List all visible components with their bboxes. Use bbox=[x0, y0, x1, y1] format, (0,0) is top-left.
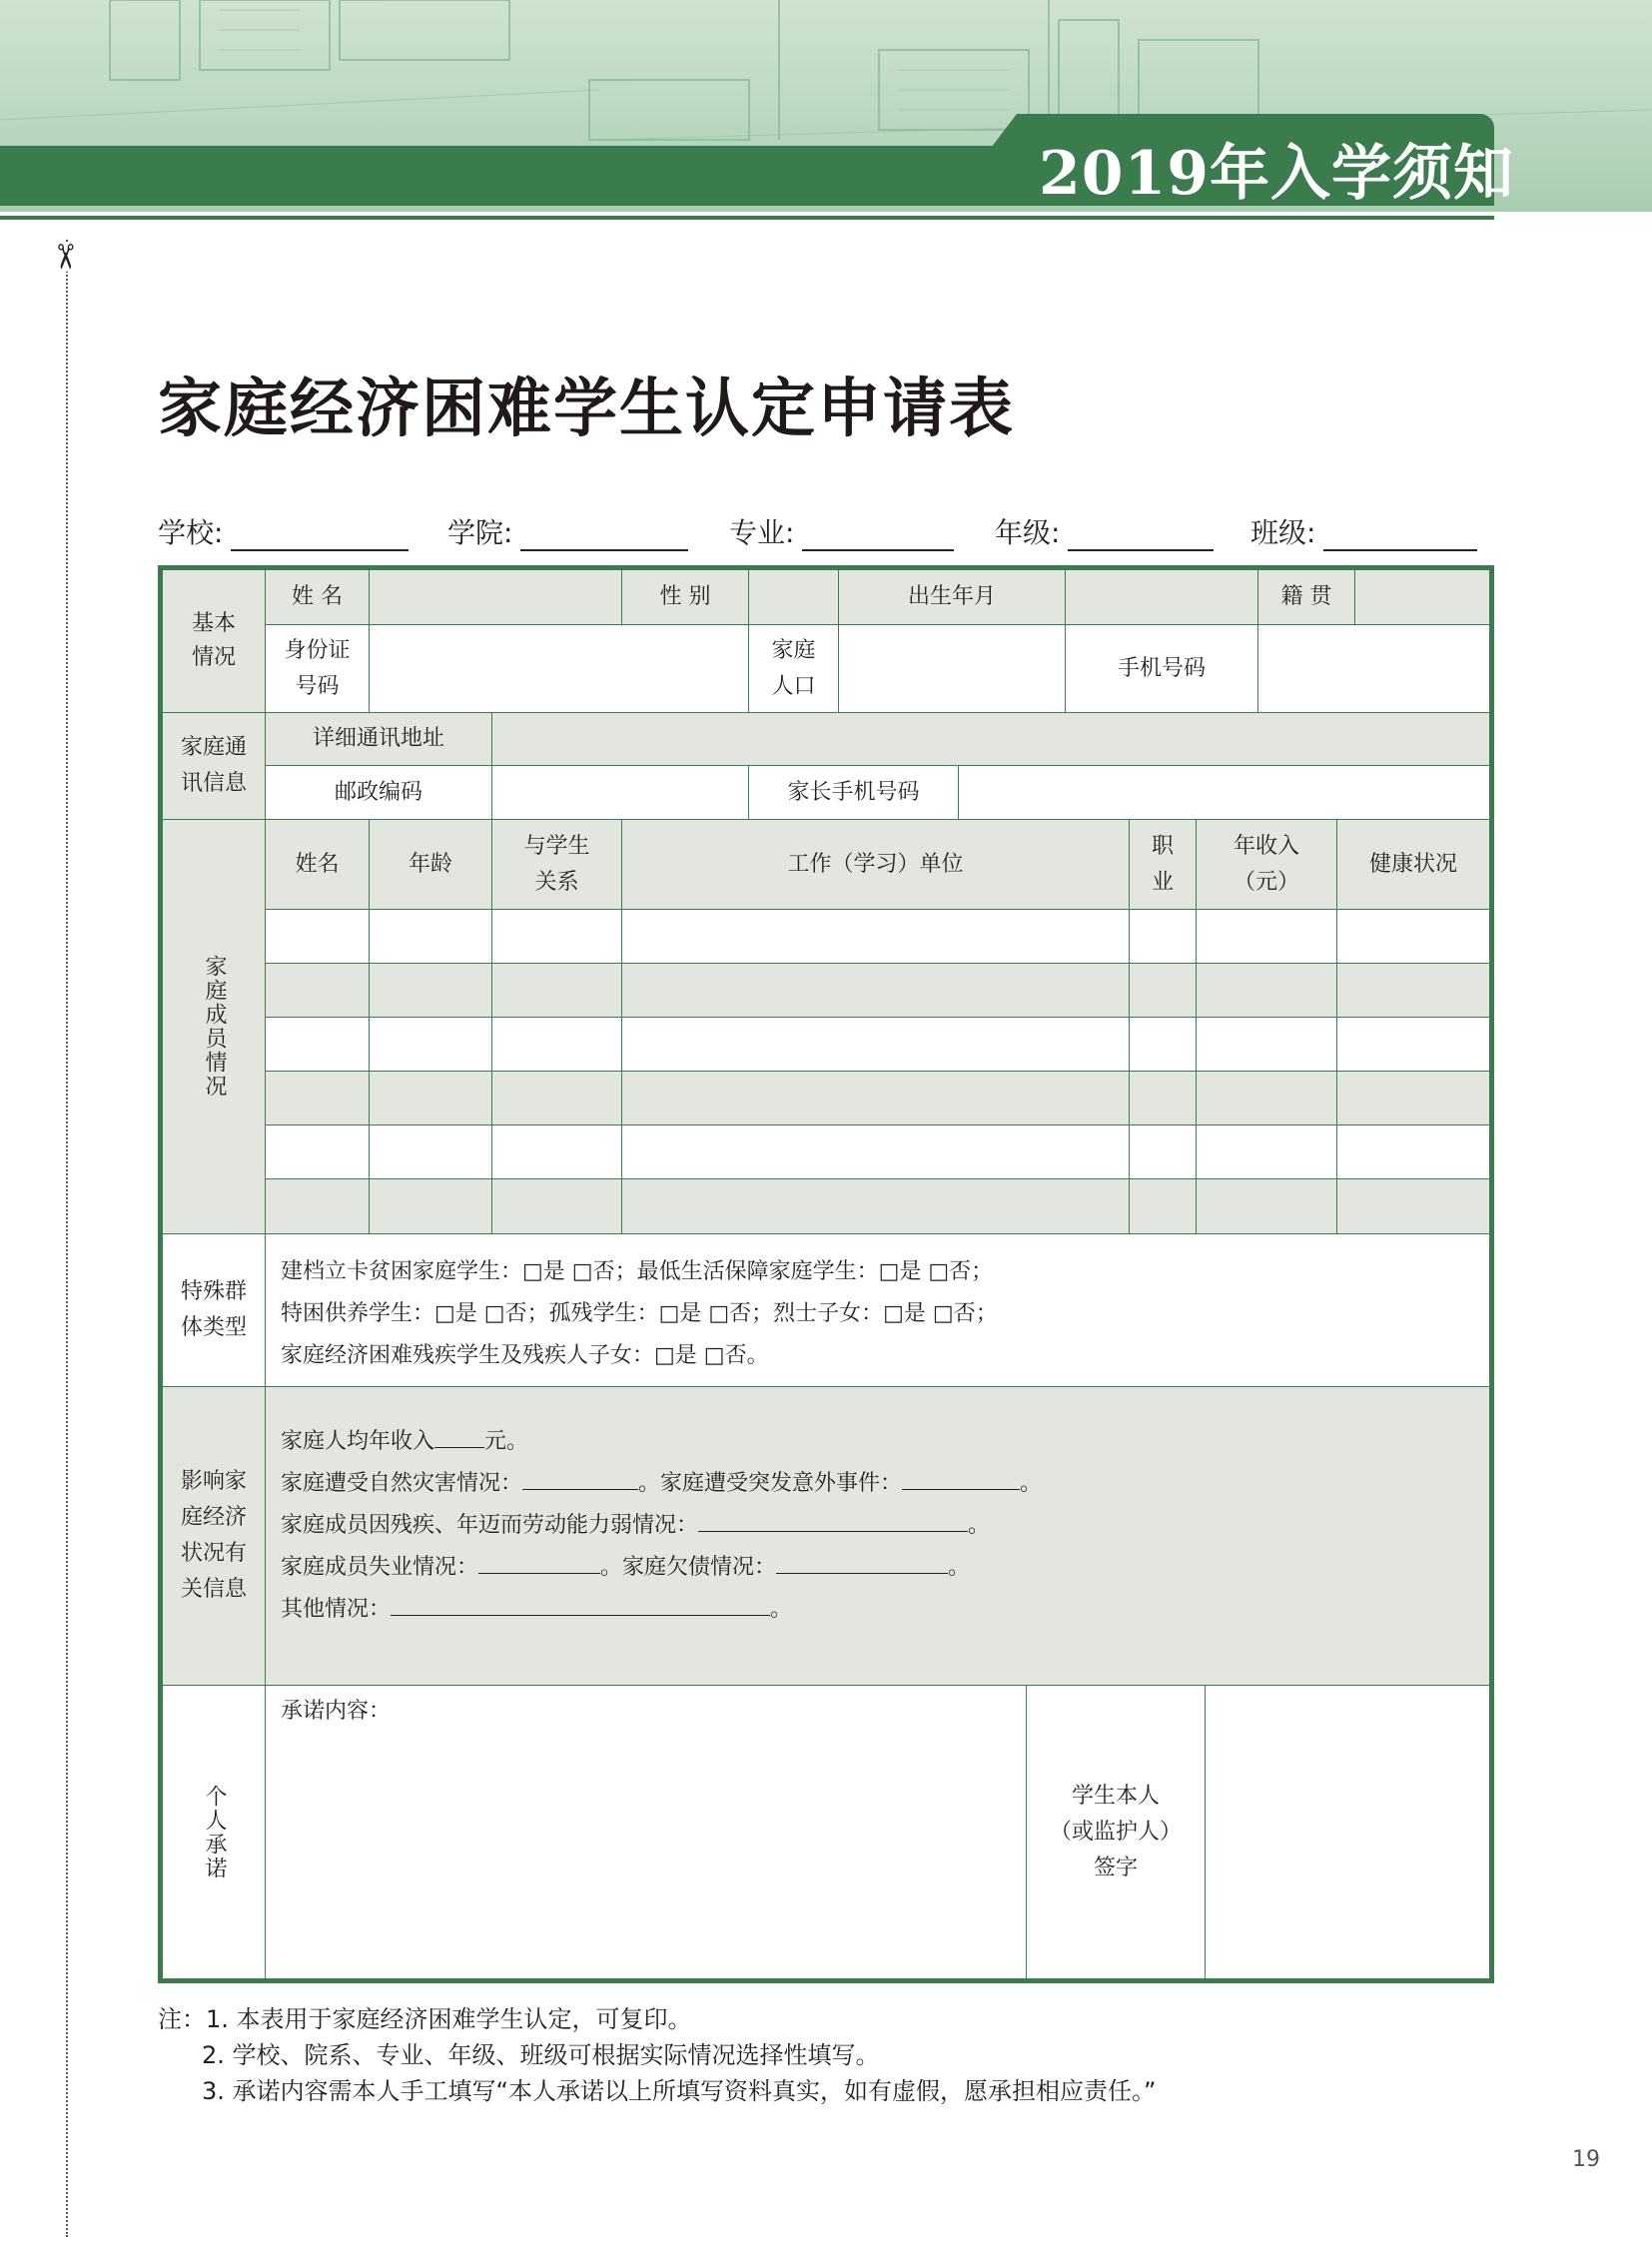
id-number-label: 身份证 号码 bbox=[266, 625, 370, 713]
unemployment-blank[interactable] bbox=[478, 1547, 600, 1574]
grade-label: 年级: bbox=[995, 516, 1061, 549]
major-label: 专业: bbox=[729, 516, 795, 549]
promise-content-label: 承诺内容： bbox=[281, 1699, 392, 1724]
economic-line-5[interactable]: 其他情况： 。 bbox=[281, 1589, 792, 1631]
banner-title: 2019年入学须知 bbox=[1039, 139, 1514, 209]
disaster-blank[interactable] bbox=[522, 1463, 638, 1490]
application-form-table bbox=[158, 565, 1494, 1983]
note-1: 注：1. 本表用于家庭经济困难学生认定，可复印。 bbox=[158, 2005, 692, 2033]
grade-field[interactable] bbox=[995, 511, 1214, 551]
economic-section-label: 影响家 庭经济 状况有 关信息 bbox=[163, 1387, 266, 1686]
school-field[interactable] bbox=[158, 511, 409, 551]
form-title: 家庭经济困难学生认定申请表 bbox=[158, 372, 1015, 446]
phone-input[interactable] bbox=[1258, 625, 1489, 713]
page-number: 19 bbox=[1572, 2147, 1600, 2172]
birth-label: 出生年月 bbox=[839, 570, 1066, 625]
member-col-relation: 与学生 关系 bbox=[492, 820, 622, 910]
member-col-name: 姓名 bbox=[266, 820, 370, 910]
special-section-label: 特殊群 体类型 bbox=[163, 1234, 266, 1387]
economic-line-2[interactable]: 家庭遭受自然灾害情况： 。家庭遭受突发意外事件： 。 bbox=[281, 1463, 1042, 1505]
member-col-health: 健康状况 bbox=[1337, 820, 1489, 910]
special-line-2[interactable]: 特困供养学生：□是 □否；孤残学生：□是 □否；烈士子女：□是 □否； bbox=[281, 1301, 998, 1326]
class-field[interactable] bbox=[1250, 511, 1477, 551]
member-col-job: 职 业 bbox=[1130, 820, 1197, 910]
postcode-label: 邮政编码 bbox=[266, 766, 492, 820]
class-blank[interactable] bbox=[1323, 519, 1477, 551]
class-label: 班级: bbox=[1250, 516, 1316, 549]
major-field[interactable] bbox=[729, 511, 954, 551]
economic-line-4[interactable]: 家庭成员失业情况： 。家庭欠债情况： 。 bbox=[281, 1547, 970, 1589]
school-info-line bbox=[158, 511, 1494, 555]
member-col-age: 年龄 bbox=[370, 820, 492, 910]
grade-blank[interactable] bbox=[1068, 519, 1214, 551]
school-label: 学校: bbox=[158, 516, 224, 549]
accident-blank[interactable] bbox=[902, 1463, 1020, 1490]
address-label: 详细通讯地址 bbox=[266, 713, 492, 766]
parent-phone-input[interactable] bbox=[959, 766, 1489, 820]
promise-content-area[interactable] bbox=[266, 1686, 1027, 1978]
birth-input[interactable] bbox=[1066, 570, 1258, 625]
name-input[interactable] bbox=[370, 570, 622, 625]
promise-section-label: 个人承诺 bbox=[163, 1686, 266, 1978]
postcode-input[interactable] bbox=[492, 766, 749, 820]
gender-label: 性 别 bbox=[622, 570, 749, 625]
cut-line bbox=[66, 240, 68, 2237]
header-banner bbox=[0, 0, 1652, 212]
economic-line-3[interactable]: 家庭成员因残疾、年迈而劳动能力弱情况： 。 bbox=[281, 1505, 990, 1547]
signature-input[interactable] bbox=[1206, 1686, 1489, 1978]
parent-phone-label: 家长手机号码 bbox=[749, 766, 959, 820]
income-blank[interactable] bbox=[434, 1421, 484, 1448]
special-line-1[interactable]: 建档立卡贫困家庭学生：□是 □否；最低生活保障家庭学生：□是 □否； bbox=[281, 1259, 994, 1284]
member-col-work: 工作（学习）单位 bbox=[622, 820, 1130, 910]
school-blank[interactable] bbox=[231, 519, 409, 551]
native-input[interactable] bbox=[1355, 570, 1489, 625]
signature-label: 学生本人 （或监护人） 签字 bbox=[1027, 1686, 1206, 1978]
form-notes bbox=[158, 2001, 1156, 2109]
native-label: 籍 贯 bbox=[1258, 570, 1355, 625]
debt-blank[interactable] bbox=[776, 1547, 948, 1574]
phone-label: 手机号码 bbox=[1066, 625, 1258, 713]
college-label: 学院: bbox=[447, 516, 513, 549]
note-2: 2. 学校、院系、专业、年级、班级可根据实际情况选择性填写。 bbox=[202, 2041, 880, 2069]
gender-input[interactable] bbox=[749, 570, 839, 625]
college-field[interactable] bbox=[447, 511, 688, 551]
address-input[interactable] bbox=[492, 713, 1489, 766]
basic-section-label: 基本情况 bbox=[163, 570, 266, 713]
household-label: 家庭 人口 bbox=[749, 625, 839, 713]
college-blank[interactable] bbox=[520, 519, 688, 551]
banner-rule bbox=[0, 216, 1494, 220]
disability-blank[interactable] bbox=[698, 1505, 968, 1532]
contact-section-label: 家庭通 讯信息 bbox=[163, 713, 266, 820]
name-label: 姓 名 bbox=[266, 570, 370, 625]
major-blank[interactable] bbox=[802, 519, 954, 551]
special-line-3[interactable]: 家庭经济困难残疾学生及残疾人子女：□是 □否。 bbox=[281, 1343, 769, 1368]
members-section-label: 家庭成员情况 bbox=[163, 820, 266, 1234]
scissors-icon: ✂ bbox=[44, 242, 85, 272]
other-blank[interactable] bbox=[391, 1589, 770, 1616]
household-input[interactable] bbox=[839, 625, 1066, 713]
note-3: 3. 承诺内容需本人手工填写“本人承诺以上所填写资料真实，如有虚假，愿承担相应责任。” bbox=[202, 2077, 1157, 2105]
id-number-input[interactable] bbox=[370, 625, 749, 713]
economic-line-1[interactable]: 家庭人均年收入 元。 bbox=[281, 1421, 528, 1463]
member-col-income: 年收入 （元） bbox=[1197, 820, 1337, 910]
